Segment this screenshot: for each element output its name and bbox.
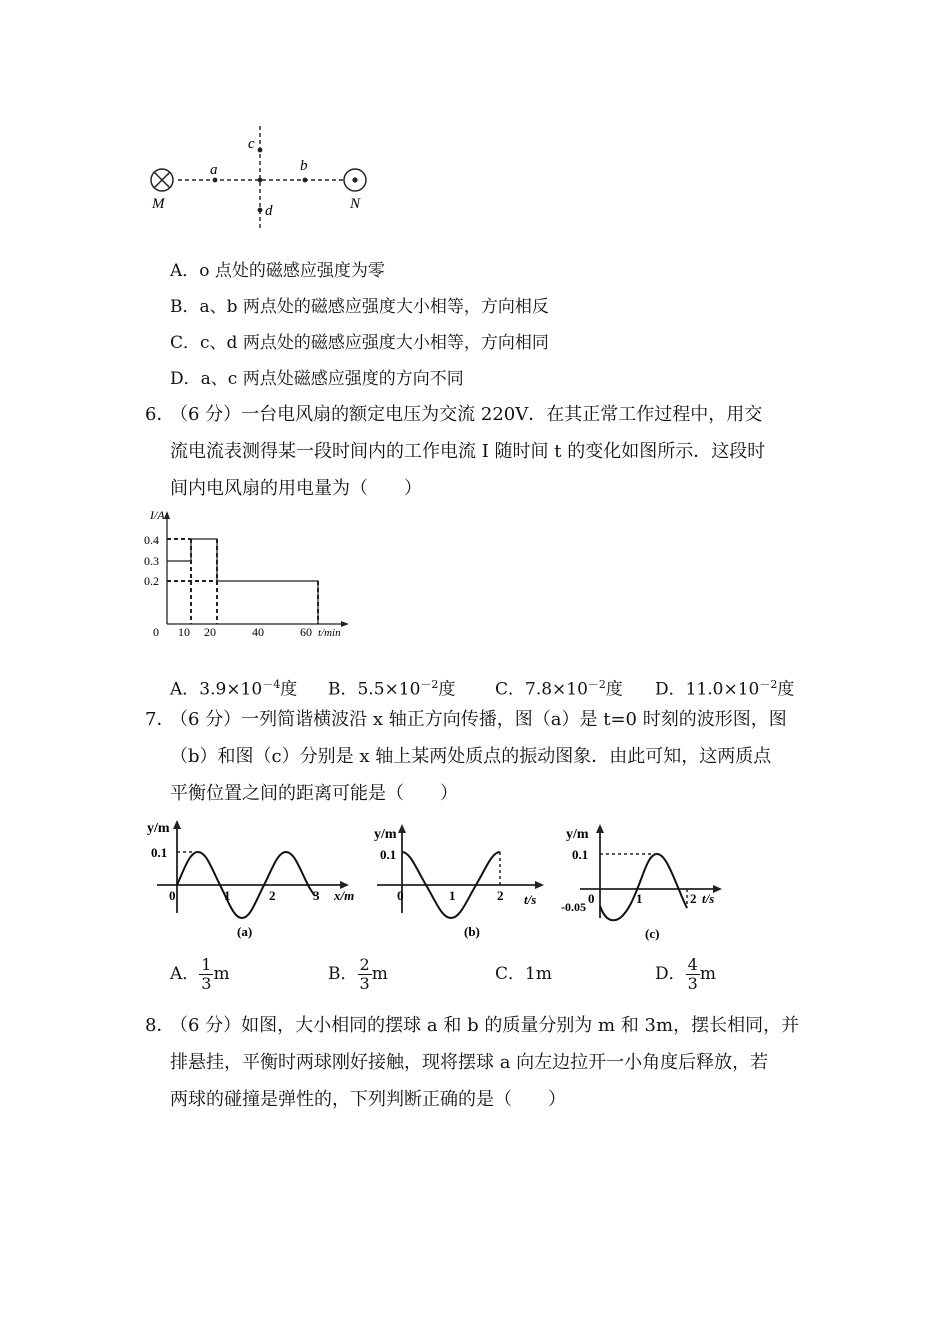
label-m: M bbox=[152, 196, 165, 212]
graph-c-yneg: -0.05 bbox=[561, 900, 586, 914]
q7-text-line-2: （b）和图（c）分别是 x 轴上某两处质点的振动图象．由此可知，这两质点 bbox=[170, 746, 772, 767]
wire-m-into-page-icon bbox=[151, 169, 173, 191]
q6-text-line-2: 流电流表测得某一段时间内的工作电流 I 随时间 t 的变化如图所示．这段时 bbox=[170, 441, 766, 462]
graph-a-xtick-0: 0 bbox=[169, 888, 176, 903]
graph-b-ytick: 0.1 bbox=[380, 847, 397, 862]
q6-option-a: A．$3.9\times 10^{-4}$度 bbox=[170, 678, 298, 700]
vibration-graph-c bbox=[560, 818, 735, 943]
graph-c-ylabel: y/m bbox=[566, 827, 589, 842]
q7-number: 7． bbox=[145, 709, 175, 730]
q8-text-line-1: （6 分）如图，大小相同的摆球 a 和 b 的质量分别为 m 和 3m，摆长相同，并 bbox=[170, 1015, 800, 1036]
graph-b-xtick-2: 2 bbox=[497, 888, 504, 903]
q7-option-a: A． $\frac{1}{3}$ m bbox=[170, 955, 230, 993]
graph-a-ylabel: y/m bbox=[147, 821, 170, 836]
xtick-10: 10 bbox=[178, 625, 190, 639]
q7-option-d: D． $\frac{4}{3}$ m bbox=[655, 955, 716, 993]
wave-graph-a bbox=[145, 818, 365, 943]
chart-xlabel: t/min bbox=[318, 627, 341, 639]
wire-n-out-of-page-icon bbox=[344, 169, 366, 191]
graph-c-xlabel: t/s bbox=[702, 891, 715, 906]
magnetic-field-figure bbox=[140, 120, 400, 235]
graph-b-xtick-1: 1 bbox=[449, 888, 456, 903]
q7-option-b: B． $\frac{2}{3}$ m bbox=[328, 955, 388, 993]
graph-b-xtick-0: 0 bbox=[397, 888, 404, 903]
graph-c-ytick: 0.1 bbox=[572, 847, 589, 862]
q6-option-b: B．$5.5\times 10^{-2}$度 bbox=[328, 678, 456, 700]
xtick-40: 40 bbox=[252, 625, 264, 639]
graph-b-xlabel: t/s bbox=[524, 892, 537, 907]
q8-text-line-3: 两球的碰撞是弹性的，下列判断正确的是（ ） bbox=[170, 1089, 566, 1110]
label-c: c bbox=[248, 136, 255, 152]
q6-option-d: D．$11.0\times 10^{-2}$度 bbox=[655, 678, 795, 700]
graph-b-ylabel: y/m bbox=[374, 827, 397, 842]
label-n: N bbox=[350, 196, 361, 212]
q5-option-a: A．o 点处的磁感应强度为零 bbox=[170, 261, 385, 281]
graph-b-caption: (b) bbox=[464, 924, 480, 939]
ytick-02: 0.2 bbox=[144, 574, 159, 588]
graph-a-ytick: 0.1 bbox=[151, 845, 168, 860]
q7-text-line-3: 平衡位置之间的距离可能是（ ） bbox=[170, 783, 458, 804]
xtick-60: 60 bbox=[300, 625, 312, 639]
graph-a-caption: (a) bbox=[237, 924, 253, 939]
ytick-03: 0.3 bbox=[144, 554, 159, 568]
q8-text-line-2: 排悬挂，平衡时两球刚好接触，现将摆球 a 向左边拉开一小角度后释放，若 bbox=[170, 1052, 769, 1073]
graph-c-xtick-0: 0 bbox=[588, 891, 595, 906]
q6-number: 6． bbox=[145, 404, 175, 425]
graph-c-caption: (c) bbox=[645, 926, 660, 941]
q5-option-b: B．a、b 两点处的磁感应强度大小相等，方向相反 bbox=[170, 297, 549, 317]
graph-a-xlabel: x/m bbox=[334, 888, 355, 903]
xtick-20: 20 bbox=[204, 625, 216, 639]
chart-ylabel: I/A bbox=[150, 508, 165, 522]
graph-a-xtick-3: 3 bbox=[313, 888, 320, 903]
graph-c-xtick-1: 1 bbox=[636, 891, 643, 906]
vibration-graph-b bbox=[372, 818, 557, 943]
q5-option-d: D．a、c 两点处磁感应强度的方向不同 bbox=[170, 369, 464, 389]
q6-option-c: C．$7.8\times 10^{-2}$度 bbox=[495, 678, 623, 700]
q5-option-c: C．c、d 两点处的磁感应强度大小相等，方向相同 bbox=[170, 333, 549, 353]
q6-text-line-1: （6 分）一台电风扇的额定电压为交流 220V．在其正常工作过程中，用交 bbox=[170, 404, 763, 425]
q8-number: 8． bbox=[145, 1015, 175, 1036]
graph-a-xtick-2: 2 bbox=[269, 888, 276, 903]
label-a: a bbox=[210, 162, 218, 178]
graph-a-xtick-1: 1 bbox=[224, 888, 231, 903]
q7-text-line-1: （6 分）一列简谐横波沿 x 轴正方向传播，图（a）是 t=0 时刻的波形图，图 bbox=[170, 709, 787, 730]
current-time-chart bbox=[140, 505, 355, 640]
ytick-04: 0.4 bbox=[144, 533, 159, 547]
label-d: d bbox=[265, 203, 273, 219]
label-b: b bbox=[300, 158, 308, 174]
xtick-0: 0 bbox=[153, 625, 159, 639]
q7-option-c: C．1m bbox=[495, 964, 552, 984]
graph-c-xtick-2: 2 bbox=[690, 891, 697, 906]
q6-text-line-3: 间内电风扇的用电量为（ ） bbox=[170, 478, 422, 499]
